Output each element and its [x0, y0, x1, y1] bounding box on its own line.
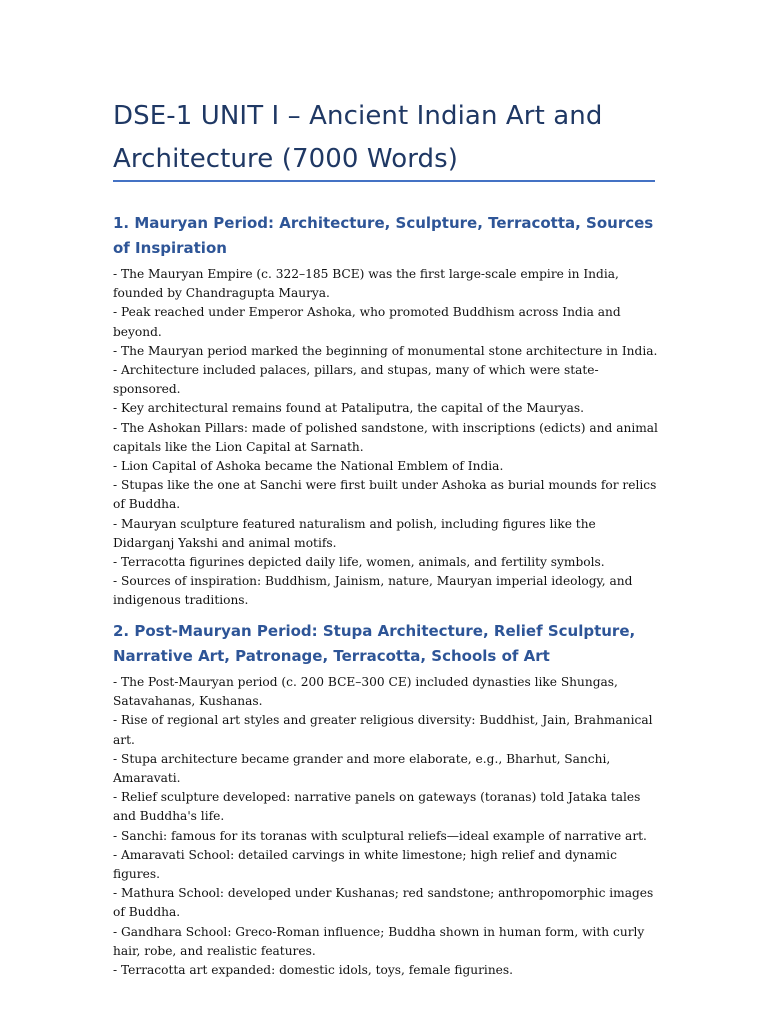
section-post-mauryan [113, 619, 658, 980]
list-item: - Peak reached under Emperor Ashoka, who promoted Buddhism across India and beyond. [113, 305, 621, 339]
list-item: - Mauryan sculpture featured naturalism and polish, including figures like the Didarganj Yakshi and animal motifs. [113, 516, 596, 550]
bullet-list [113, 673, 658, 980]
list-item: - Lion Capital of Ashoka became the National Emblem of India. [113, 459, 504, 474]
document-title: DSE-1 UNIT I – Ancient Indian Art and Architecture (7000 Words) [113, 101, 603, 174]
section-heading: 1. Mauryan Period: Architecture, Sculpture, Terracotta, Sources of Inspiration [113, 214, 654, 257]
list-item: - Sanchi: famous for its toranas with sculptural reliefs—ideal example of narrative art. [113, 828, 647, 843]
list-item: - Amaravati School: detailed carvings in white limestone; high relief and dynamic figures. [113, 847, 617, 882]
list-item: - The Ashokan Pillars: made of polished sandstone, with inscriptions (edicts) and animal capitals like the Lion Capital at Sarnath. [113, 420, 658, 454]
list-item: - The Post-Mauryan period (c. 200 BCE–300 CE) included dynasties like Shungas, Satavahanas, Kushanas. [113, 675, 618, 709]
bullet-list [113, 265, 658, 611]
list-item: - Architecture included palaces, pillars, and stupas, many of which were state-sponsored. [113, 363, 599, 397]
list-item: - The Mauryan Empire (c. 322–185 BCE) was the first large-scale empire in India, founded by Chandragupta Maurya. [113, 267, 619, 301]
list-item: - Stupas like the one at Sanchi were first built under Ashoka as burial mounds for relics of Buddha. [113, 478, 657, 512]
list-item: - Gandhara School: Greco-Roman influence; Buddha shown in human form, with curly hair, robe, and realistic features. [113, 924, 645, 958]
list-item: - Key architectural remains found at Pataliputra, the capital of the Mauryas. [113, 401, 585, 416]
list-item: - Rise of regional art styles and greater religious diversity: Buddhist, Jain, Brahmanical art. [113, 713, 653, 747]
list-item: - Terracotta art expanded: domestic idols, toys, female figurines. [113, 963, 514, 978]
list-item: - Relief sculpture developed: narrative panels on gateways (toranas) told Jataka tales and Buddha's life. [113, 790, 641, 824]
list-item: - Stupa architecture became grander and more elaborate, e.g., Bharhut, Sanchi, Amaravati. [113, 751, 611, 786]
list-item: - Terracotta figurines depicted daily life, women, animals, and fertility symbols. [113, 555, 605, 570]
list-item: - The Mauryan period marked the beginning of monumental stone architecture in India. [113, 343, 658, 358]
list-item: - Sources of inspiration: Buddhism, Jainism, nature, Mauryan imperial ideology, and indigenous traditions. [113, 574, 633, 608]
section-mauryan [113, 211, 658, 611]
section-heading: 2. Post-Mauryan Period: Stupa Architecture, Relief Sculpture, Narrative Art, Patronage, Terracotta, Schools of Art [113, 622, 636, 665]
list-item: - Mathura School: developed under Kushanas; red sandstone; anthropomorphic images of Buddha. [113, 886, 654, 920]
title-underline [113, 180, 655, 182]
